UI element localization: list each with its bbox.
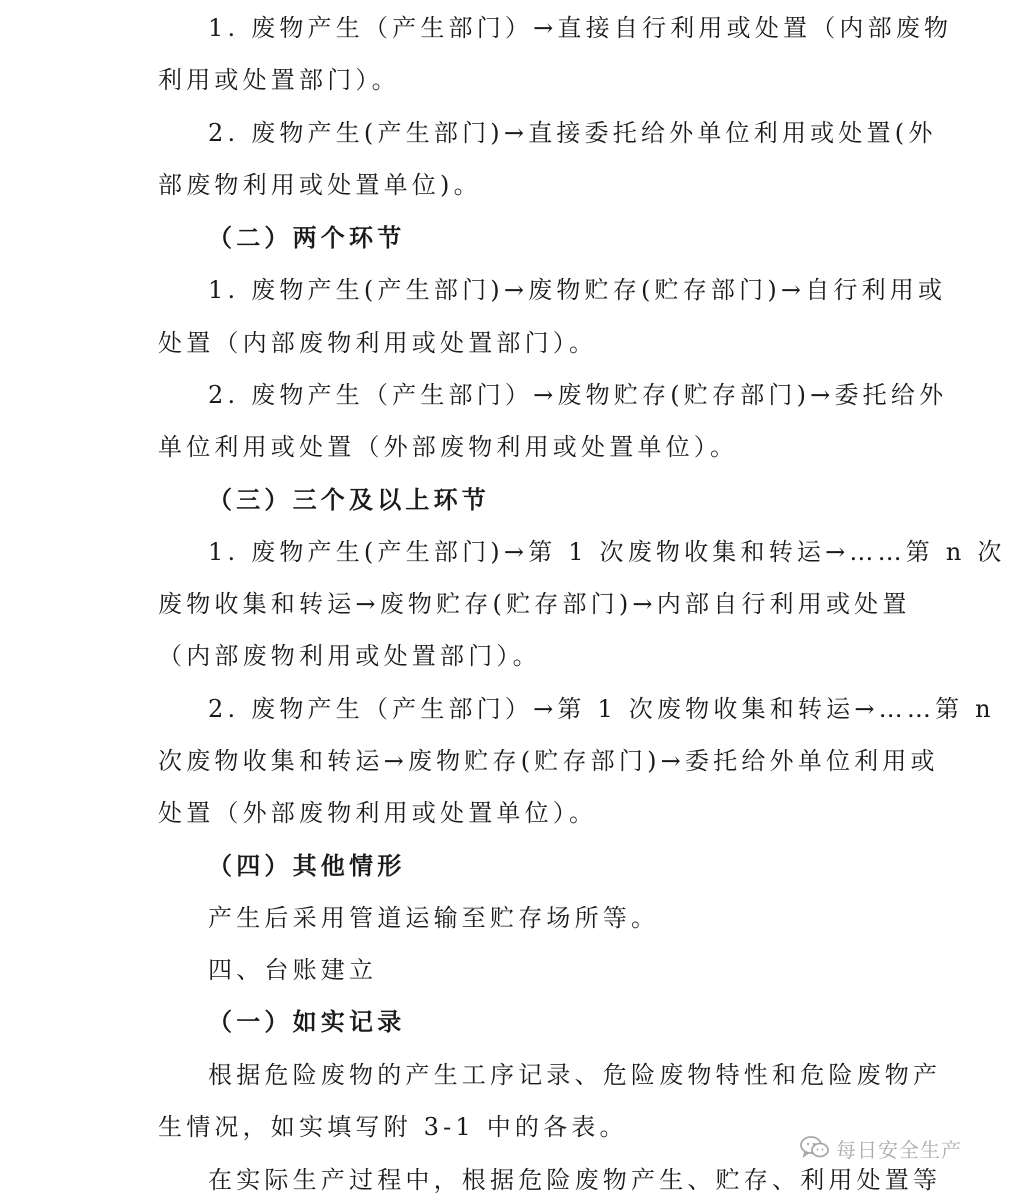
paragraph-line: 处置（外部废物利用或处置单位）。 <box>158 799 598 827</box>
paragraph-line: 2. 废物产生（产生部门）→废物贮存(贮存部门)→委托给外 <box>208 381 948 409</box>
paragraph-line: 次废物收集和转运→废物贮存(贮存部门)→委托给外单位利用或 <box>158 747 939 775</box>
paragraph-line: 利用或处置部门）。 <box>158 66 400 94</box>
paragraph-line: 2. 废物产生（产生部门）→第 1 次废物收集和转运→……第 n <box>208 695 995 723</box>
paragraph-line: 产生后采用管道运输至贮存场所等。 <box>208 904 660 932</box>
watermark-text: 每日安全生产 <box>836 1137 962 1162</box>
section-heading: （四）其他情形 <box>208 851 406 880</box>
section-heading: （二）两个环节 <box>208 223 406 252</box>
paragraph-line: 生情况，如实填写附 3-1 中的各表。 <box>158 1113 628 1141</box>
paragraph-line: 废物收集和转运→废物贮存(贮存部门)→内部自行利用或处置 <box>158 590 911 618</box>
paragraph-line: 1. 废物产生(产生部门)→第 1 次废物收集和转运→……第 n 次 <box>208 538 1006 566</box>
paragraph-line: （内部废物利用或处置部门）。 <box>158 642 541 670</box>
paragraph-line: 部废物利用或处置单位)。 <box>158 171 482 199</box>
paragraph-line: 根据危险废物的产生工序记录、危险废物特性和危险废物产 <box>208 1061 942 1089</box>
paragraph-line: 处置（内部废物利用或处置部门）。 <box>158 329 598 357</box>
paragraph-line: 1. 废物产生(产生部门)→废物贮存(贮存部门)→自行利用或 <box>208 276 947 304</box>
section-heading: （三）三个及以上环节 <box>208 485 490 514</box>
paragraph-line: 1. 废物产生（产生部门）→直接自行利用或处置（内部废物 <box>208 14 953 42</box>
paragraph-line: 单位利用或处置（外部废物利用或处置单位）。 <box>158 433 739 461</box>
watermark <box>800 1133 962 1163</box>
wechat-icon <box>800 1135 830 1161</box>
paragraph-line: 在实际生产过程中，根据危险废物产生、贮存、利用处置等 <box>208 1166 942 1194</box>
section-heading: （一）如实记录 <box>208 1007 406 1036</box>
paragraph-line: 2. 废物产生(产生部门)→直接委托给外单位利用或处置(外 <box>208 119 937 147</box>
chapter-heading: 四、台账建立 <box>208 956 378 984</box>
